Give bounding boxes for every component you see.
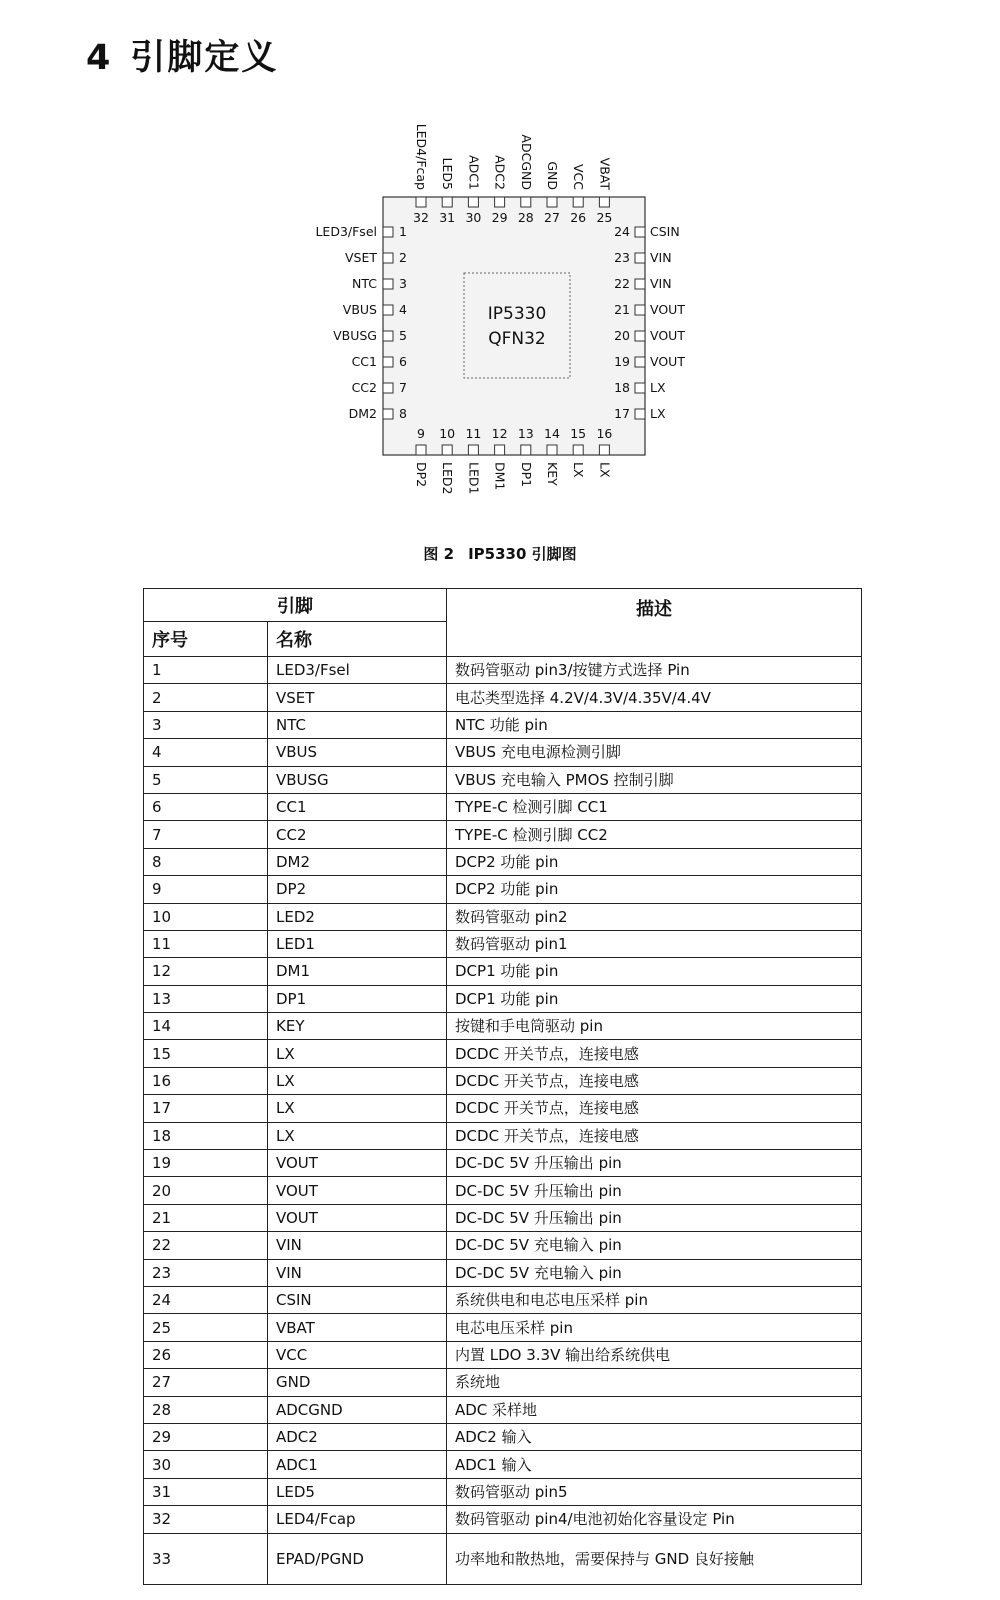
pin-label: ADC1 xyxy=(466,155,482,190)
pin-number: 2 xyxy=(399,250,407,265)
pin-pad xyxy=(383,357,393,367)
table-row xyxy=(144,1478,862,1505)
pin-number: 26 xyxy=(570,210,587,225)
table-row xyxy=(144,684,862,711)
cell-name: EPAD/PGND xyxy=(268,1533,447,1584)
pin-pad xyxy=(383,409,393,419)
figure-title: IP5330 引脚图 xyxy=(468,545,577,563)
cell-name: LED2 xyxy=(268,903,447,930)
cell-name: LX xyxy=(268,1122,447,1149)
pin-label: DM2 xyxy=(348,406,377,421)
cell-desc: DCP2 功能 pin xyxy=(447,848,862,875)
cell-name: DM2 xyxy=(268,848,447,875)
pin-label: NTC xyxy=(352,276,377,291)
pin-number: 9 xyxy=(417,426,425,441)
table-row xyxy=(144,1067,862,1094)
pin-pad xyxy=(383,227,393,237)
table-row xyxy=(144,903,862,930)
pin-label: VBAT xyxy=(597,157,613,190)
pin-label: LED2 xyxy=(440,462,456,495)
table-row xyxy=(144,1177,862,1204)
cell-name: LX xyxy=(268,1040,447,1067)
table-row xyxy=(144,1533,862,1584)
pin-label: LX xyxy=(650,406,666,421)
pin-label: VBUS xyxy=(342,302,377,317)
cell-desc: 按键和手电筒驱动 pin xyxy=(447,1013,862,1040)
pin-number: 21 xyxy=(614,302,630,317)
cell-num: 14 xyxy=(144,1013,268,1040)
pin-pad xyxy=(383,253,393,263)
cell-desc: 数码管驱动 pin5 xyxy=(447,1478,862,1505)
cell-name: DM1 xyxy=(268,958,447,985)
table-row xyxy=(144,1150,862,1177)
table-row xyxy=(144,1341,862,1368)
table-row xyxy=(144,821,862,848)
cell-name: DP1 xyxy=(268,985,447,1012)
cell-num: 20 xyxy=(144,1177,268,1204)
pin-label: GND xyxy=(545,161,560,190)
cell-name: CC2 xyxy=(268,821,447,848)
table-row xyxy=(144,1396,862,1423)
cell-desc: ADC1 输入 xyxy=(447,1451,862,1478)
cell-num: 16 xyxy=(144,1067,268,1094)
pin-pad xyxy=(383,305,393,315)
table-row xyxy=(144,985,862,1012)
pin-pad xyxy=(599,197,609,207)
cell-num: 3 xyxy=(144,711,268,738)
pin-label: DP1 xyxy=(518,462,534,488)
cell-name: VBAT xyxy=(268,1314,447,1341)
cell-desc: DC-DC 5V 充电输入 pin xyxy=(447,1259,862,1286)
cell-desc: DCP1 功能 pin xyxy=(447,985,862,1012)
pin-label: VIN xyxy=(650,250,672,265)
pin-pad xyxy=(547,197,557,207)
pin-number: 17 xyxy=(614,406,630,421)
table-row xyxy=(144,930,862,957)
pin-number: 25 xyxy=(596,210,613,225)
pin-number: 22 xyxy=(614,276,630,291)
pin-pad xyxy=(599,445,609,455)
cell-num: 29 xyxy=(144,1423,268,1450)
cell-num: 11 xyxy=(144,930,268,957)
pin-number: 5 xyxy=(399,328,407,343)
pin-label: CC2 xyxy=(351,380,377,395)
pin-label: VOUT xyxy=(650,328,685,343)
table-row xyxy=(144,876,862,903)
pin-label: VOUT xyxy=(650,354,685,369)
pin-pad xyxy=(635,227,645,237)
table-row xyxy=(144,958,862,985)
cell-desc: DCDC 开关节点，连接电感 xyxy=(447,1122,862,1149)
cell-name: VOUT xyxy=(268,1150,447,1177)
pin-pad xyxy=(635,409,645,419)
cell-name: VBUSG xyxy=(268,766,447,793)
cell-num: 18 xyxy=(144,1122,268,1149)
pin-rows xyxy=(144,657,862,1585)
pin-label: LX xyxy=(571,462,587,478)
cell-desc: 数码管驱动 pin1 xyxy=(447,930,862,957)
cell-num: 1 xyxy=(144,657,268,684)
cell-desc: DC-DC 5V 充电输入 pin xyxy=(447,1232,862,1259)
pin-pad xyxy=(573,445,583,455)
pin-label: DP2 xyxy=(414,462,429,488)
pin-label: ADCGND xyxy=(518,134,534,190)
pin-number: 16 xyxy=(596,426,613,441)
table-row xyxy=(144,1286,862,1313)
cell-num: 21 xyxy=(144,1204,268,1231)
pin-label: LX xyxy=(597,462,613,478)
table-row xyxy=(144,1013,862,1040)
chip-package: QFN32 xyxy=(488,329,546,349)
cell-num: 24 xyxy=(144,1286,268,1313)
cell-desc: 数码管驱动 pin3/按键方式选择 Pin xyxy=(447,657,862,684)
pinout-diagram xyxy=(0,0,1000,520)
pin-label: VSET xyxy=(344,250,377,265)
cell-num: 19 xyxy=(144,1150,268,1177)
pin-pad xyxy=(635,357,645,367)
pin-label: LED3/Fsel xyxy=(315,224,377,239)
header-description: 描述 xyxy=(447,589,862,657)
cell-desc: 电芯类型选择 4.2V/4.3V/4.35V/4.4V xyxy=(447,684,862,711)
cell-name: KEY xyxy=(268,1013,447,1040)
pin-pad xyxy=(547,445,557,455)
cell-desc: DCP1 功能 pin xyxy=(447,958,862,985)
cell-name: VCC xyxy=(268,1341,447,1368)
table-row xyxy=(144,766,862,793)
cell-num: 30 xyxy=(144,1451,268,1478)
pin-label: VOUT xyxy=(650,302,685,317)
table-row xyxy=(144,1095,862,1122)
cell-desc: 系统供电和电芯电压采样 pin xyxy=(447,1286,862,1313)
cell-desc: DCDC 开关节点，连接电感 xyxy=(447,1095,862,1122)
pin-pad xyxy=(635,253,645,263)
cell-num: 32 xyxy=(144,1506,268,1533)
cell-num: 13 xyxy=(144,985,268,1012)
cell-num: 28 xyxy=(144,1396,268,1423)
pin-pad xyxy=(383,279,393,289)
table-row xyxy=(144,657,862,684)
cell-name: VOUT xyxy=(268,1204,447,1231)
pin-number: 29 xyxy=(491,210,508,225)
cell-desc: 电芯电压采样 pin xyxy=(447,1314,862,1341)
cell-desc: DC-DC 5V 升压输出 pin xyxy=(447,1204,862,1231)
cell-num: 17 xyxy=(144,1095,268,1122)
cell-name: VIN xyxy=(268,1259,447,1286)
cell-desc: VBUS 充电输入 PMOS 控制引脚 xyxy=(447,766,862,793)
cell-desc: 功率地和散热地，需要保持与 GND 良好接触 xyxy=(447,1533,862,1584)
cell-num: 15 xyxy=(144,1040,268,1067)
pin-number: 19 xyxy=(614,354,630,369)
pin-label: LED1 xyxy=(466,462,482,495)
cell-num: 8 xyxy=(144,848,268,875)
cell-desc: 内置 LDO 3.3V 输出给系统供电 xyxy=(447,1341,862,1368)
table-row xyxy=(144,1314,862,1341)
pin-pad xyxy=(635,383,645,393)
figure-caption xyxy=(0,543,1000,564)
pin-label: LX xyxy=(650,380,666,395)
cell-num: 23 xyxy=(144,1259,268,1286)
cell-num: 22 xyxy=(144,1232,268,1259)
pin-number: 13 xyxy=(517,426,534,441)
pin-pad xyxy=(495,197,505,207)
pin-label: KEY xyxy=(545,462,560,486)
cell-desc: ADC 采样地 xyxy=(447,1396,862,1423)
pin-number: 7 xyxy=(399,380,407,395)
pin-number: 1 xyxy=(399,224,407,239)
pin-label: VCC xyxy=(571,163,587,190)
table-row xyxy=(144,848,862,875)
table-row xyxy=(144,1204,862,1231)
cell-desc: 数码管驱动 pin2 xyxy=(447,903,862,930)
cell-name: LX xyxy=(268,1067,447,1094)
cell-name: VOUT xyxy=(268,1177,447,1204)
table-row xyxy=(144,1259,862,1286)
cell-name: VIN xyxy=(268,1232,447,1259)
table-row xyxy=(144,1232,862,1259)
section-number: 4 xyxy=(86,38,113,78)
pin-number: 11 xyxy=(465,426,482,441)
cell-num: 5 xyxy=(144,766,268,793)
pin-label: LED5 xyxy=(440,157,456,190)
cell-num: 4 xyxy=(144,739,268,766)
pin-pad xyxy=(383,331,393,341)
cell-name: LED3/Fsel xyxy=(268,657,447,684)
pin-definition-table xyxy=(143,588,862,1585)
cell-desc: ADC2 输入 xyxy=(447,1423,862,1450)
cell-num: 10 xyxy=(144,903,268,930)
pin-label: DM1 xyxy=(492,462,508,491)
cell-num: 9 xyxy=(144,876,268,903)
table-row xyxy=(144,1369,862,1396)
pin-pad xyxy=(521,445,531,455)
pin-number: 10 xyxy=(439,426,456,441)
cell-num: 26 xyxy=(144,1341,268,1368)
cell-desc: VBUS 充电电源检测引脚 xyxy=(447,739,862,766)
pin-pad xyxy=(521,197,531,207)
pin-number: 30 xyxy=(465,210,482,225)
cell-desc: DC-DC 5V 升压输出 pin xyxy=(447,1150,862,1177)
cell-num: 7 xyxy=(144,821,268,848)
table-row xyxy=(144,1122,862,1149)
table-row xyxy=(144,1506,862,1533)
cell-desc: TYPE-C 检测引脚 CC2 xyxy=(447,821,862,848)
pin-number: 4 xyxy=(399,302,407,317)
cell-name: LED4/Fcap xyxy=(268,1506,447,1533)
pin-pad xyxy=(635,279,645,289)
pin-pad xyxy=(383,383,393,393)
pin-pad xyxy=(416,445,426,455)
cell-desc: 数码管驱动 pin4/电池初始化容量设定 Pin xyxy=(447,1506,862,1533)
cell-name: LED1 xyxy=(268,930,447,957)
cell-name: VBUS xyxy=(268,739,447,766)
table-row xyxy=(144,1040,862,1067)
figure-label: 图 2 xyxy=(423,545,455,563)
cell-num: 31 xyxy=(144,1478,268,1505)
pin-label: ADC2 xyxy=(492,155,508,191)
section-title: 引脚定义 xyxy=(130,38,279,78)
chip-name: IP5330 xyxy=(487,304,547,324)
cell-desc: TYPE-C 检测引脚 CC1 xyxy=(447,793,862,820)
pin-number: 3 xyxy=(399,276,407,291)
pin-label: CSIN xyxy=(650,224,680,239)
cell-name: DP2 xyxy=(268,876,447,903)
cell-name: CSIN xyxy=(268,1286,447,1313)
cell-num: 27 xyxy=(144,1369,268,1396)
cell-desc: DCDC 开关节点，连接电感 xyxy=(447,1040,862,1067)
cell-num: 12 xyxy=(144,958,268,985)
pin-label: CC1 xyxy=(351,354,377,369)
pin-pad xyxy=(442,445,452,455)
cell-name: ADCGND xyxy=(268,1396,447,1423)
pin-pad xyxy=(442,197,452,207)
chip-body xyxy=(383,197,645,455)
pin-pad xyxy=(635,331,645,341)
pin-number: 23 xyxy=(614,250,630,265)
header-name: 名称 xyxy=(268,622,447,657)
table-row xyxy=(144,793,862,820)
pin-number: 6 xyxy=(399,354,407,369)
cell-desc: DC-DC 5V 升压输出 pin xyxy=(447,1177,862,1204)
pin-number: 31 xyxy=(439,210,456,225)
pin-pad xyxy=(573,197,583,207)
pin-number: 20 xyxy=(614,328,630,343)
pin-number: 12 xyxy=(491,426,508,441)
pin-number: 24 xyxy=(614,224,630,239)
pin-number: 8 xyxy=(399,406,407,421)
header-number: 序号 xyxy=(144,622,268,657)
pin-number: 27 xyxy=(544,210,560,225)
cell-name: GND xyxy=(268,1369,447,1396)
pin-pad xyxy=(468,445,478,455)
table-row xyxy=(144,1451,862,1478)
cell-name: NTC xyxy=(268,711,447,738)
pin-label: VBUSG xyxy=(333,328,377,343)
cell-desc: DCDC 开关节点，连接电感 xyxy=(447,1067,862,1094)
pin-pad xyxy=(416,197,426,207)
pin-label: VIN xyxy=(650,276,672,291)
table-row xyxy=(144,711,862,738)
pin-pad xyxy=(495,445,505,455)
table-row xyxy=(144,739,862,766)
cell-desc: DCP2 功能 pin xyxy=(447,876,862,903)
table-row xyxy=(144,1423,862,1450)
pin-number: 28 xyxy=(517,210,534,225)
cell-name: LX xyxy=(268,1095,447,1122)
pin-number: 15 xyxy=(570,426,587,441)
cell-num: 33 xyxy=(144,1533,268,1584)
cell-desc: 系统地 xyxy=(447,1369,862,1396)
pin-pad xyxy=(468,197,478,207)
cell-num: 6 xyxy=(144,793,268,820)
pin-number: 18 xyxy=(614,380,630,395)
cell-num: 2 xyxy=(144,684,268,711)
cell-name: ADC2 xyxy=(268,1423,447,1450)
cell-num: 25 xyxy=(144,1314,268,1341)
cell-desc: NTC 功能 pin xyxy=(447,711,862,738)
header-pin: 引脚 xyxy=(144,589,447,622)
cell-name: LED5 xyxy=(268,1478,447,1505)
cell-name: ADC1 xyxy=(268,1451,447,1478)
pin-pad xyxy=(635,305,645,315)
cell-name: VSET xyxy=(268,684,447,711)
pin-label: LED4/Fcap xyxy=(414,123,429,190)
cell-name: CC1 xyxy=(268,793,447,820)
pin-number: 14 xyxy=(544,426,560,441)
pin-number: 32 xyxy=(413,210,429,225)
